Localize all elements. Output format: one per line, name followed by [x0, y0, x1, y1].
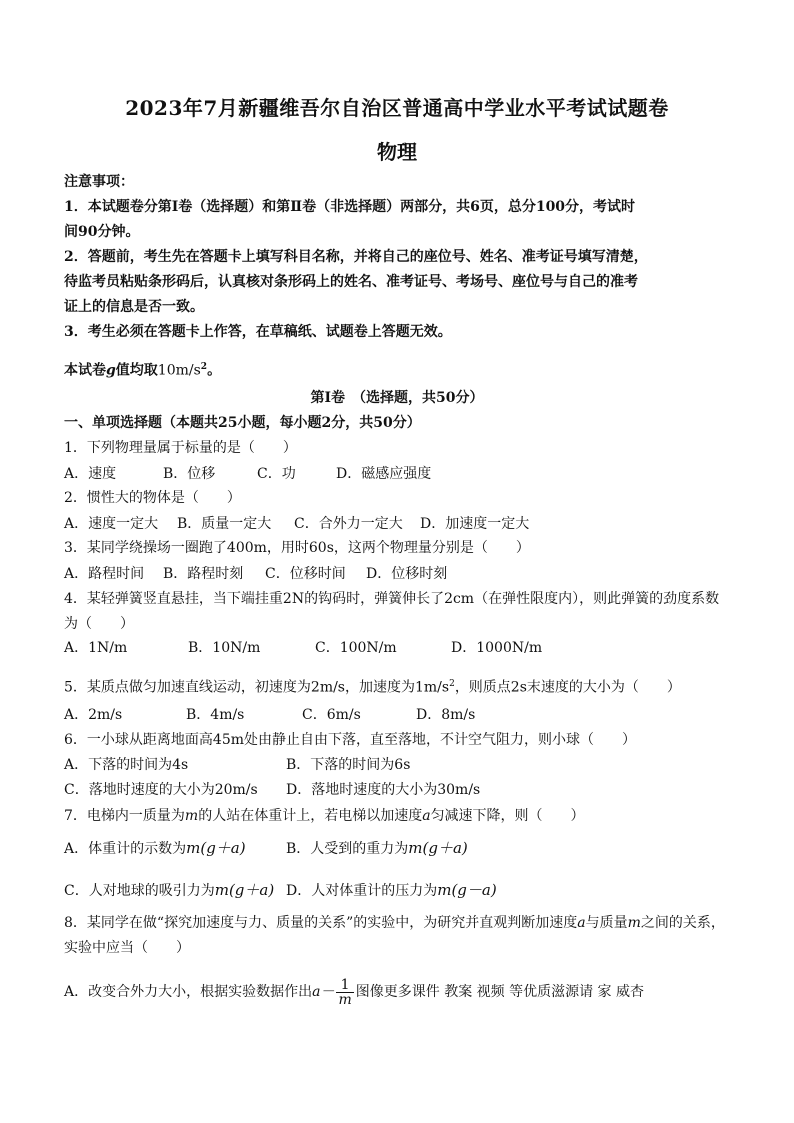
question-8-option-a [64, 977, 644, 1007]
question-7-option-a [64, 838, 246, 859]
question-1-option-d: D．磁感应强度 [336, 466, 432, 482]
question-4-option-c: C．100N/m [315, 640, 397, 656]
question-8-stem-a3: 之间的关系， [640, 915, 725, 931]
question-8-option-a-pre: A．改变合外力大小，根据实验数据作出 [64, 984, 313, 1000]
question-7-stem-post: 匀减速下降，则（ ） [430, 808, 585, 824]
gravity-note [64, 357, 744, 381]
question-7-option-c [64, 880, 274, 901]
question-7-stem-pre: 7．电梯内一质量为 [64, 808, 185, 824]
question-5-option-d: D．8m/s [416, 707, 476, 723]
question-3-stem: 3．某同学绕操场一圈跑了400m，用时60s，这两个物理量分别是（ ） [64, 540, 530, 556]
notice-item-2b: 待监考员粘贴条形码后，认真核对条形码上的姓名、准考证号、考场号、座位号与自己的准考 [64, 274, 638, 290]
question-6-option-c: C．落地时速度的大小为20m/s [64, 782, 258, 798]
question-8-stem-a2: 与质量 [585, 915, 628, 931]
question-8-stem-a1: 8．某同学在做“探究加速度与力、质量的关系”的实验中，为研究并直观判断加速度 [64, 915, 578, 931]
question-5-option-b: B．4m/s [186, 707, 245, 723]
question-4-option-d: D．1000N/m [451, 640, 543, 656]
question-7-stem [64, 806, 744, 826]
question-5-option-c: C．6m/s [302, 707, 361, 723]
question-3-option-b: B．路程时刻 [163, 566, 244, 582]
question-6-option-a: A．下落的时间为4s [64, 757, 189, 773]
question-4-stem-line-2: 为（ ） [64, 616, 134, 632]
subject-title: 物理 [377, 140, 417, 164]
question-5-stem-pre: 5．某质点做匀加速直线运动，初速度为2m/s，加速度为1m/s [64, 679, 450, 696]
notice-heading: 注意事项： [64, 174, 134, 190]
question-4-option-a: A．1N/m [64, 640, 128, 656]
question-7-option-b [286, 838, 468, 859]
question-5-option-a: A．2m/s [64, 707, 123, 723]
notice-item-3: 3．考生必须在答题卡上作答，在草稿纸、试题卷上答题无效。 [64, 324, 452, 340]
question-5-exponent: 2 [449, 679, 455, 689]
notice-item-1a: 1．本试题卷分第Ⅰ卷（选择题）和第Ⅱ卷（非选择题）两部分，共6页，总分100分，考试时 [64, 199, 636, 215]
gravity-symbol: g [106, 362, 116, 379]
question-8-option-a-post: 图像更多课件 教案 视频 等优质滋源请 家 威杏 [355, 984, 644, 1000]
gravity-exponent: 2 [200, 362, 208, 372]
question-7-option-b-math: m(g＋a) [408, 839, 468, 857]
question-7-option-a-text: A．体重计的示数为 [64, 841, 187, 857]
question-7-option-d [286, 880, 497, 901]
section-title: 第Ⅰ卷 （选择题，共50分） [310, 390, 484, 406]
question-8-stem-line-1 [64, 913, 744, 933]
question-6-option-d: D．落地时速度的大小为30m/s [286, 782, 481, 798]
gravity-note-mid: 值均取 [115, 362, 158, 379]
notice-item-2c: 证上的信息是否一致。 [64, 299, 204, 315]
question-7-option-c-text: C．人对地球的吸引力为 [64, 883, 215, 899]
question-7-mass-symbol: m [184, 808, 199, 824]
question-6-stem: 6．一小球从距离地面高45m处由静止自由下落，直至落地，不计空气阻力，则小球（ ） [64, 732, 636, 748]
fraction-numerator: 1 [336, 978, 353, 993]
fraction-denominator: m [338, 991, 352, 1008]
question-1-option-c: C．功 [257, 466, 296, 482]
part-title: 一、单项选择题（本题共25小题，每小题2分，共50分） [64, 415, 421, 431]
notice-item-1b: 间90分钟。 [64, 224, 140, 240]
question-7-stem-mid: 的人站在体重计上，若电梯以加速度 [198, 808, 423, 824]
question-3-option-d: D．位移时刻 [366, 566, 448, 582]
question-2-option-a: A．速度一定大 [64, 516, 159, 532]
question-1-stem: 1．下列物理量属于标量的是（ ） [64, 440, 297, 456]
question-3-option-a: A．路程时间 [64, 566, 145, 582]
exam-title: 2023年7月新疆维吾尔自治区普通高中学业水平考试试题卷 [125, 96, 669, 120]
question-7-option-d-text: D．人对体重计的压力为 [286, 883, 438, 899]
question-8-stem-line-2: 实验中应当（ ） [64, 940, 190, 956]
gravity-note-prefix: 本试卷 [64, 362, 106, 379]
question-3-option-c: C．位移时间 [265, 566, 346, 582]
question-1-option-b: B．位移 [163, 466, 216, 482]
question-7-option-a-math: m(g＋a) [186, 839, 246, 857]
gravity-note-end: 。 [207, 362, 222, 379]
question-1-option-a: A．速度 [64, 466, 117, 482]
question-7-option-d-math: m(g－a) [437, 881, 497, 899]
question-7-option-c-math: m(g＋a) [214, 881, 275, 899]
fraction-one-over-m [336, 978, 353, 1007]
question-4-option-b: B．10N/m [188, 640, 261, 656]
question-4-stem-line-1: 4．某轻弹簧竖直悬挂，当下端挂重2N的钩码时，弹簧伸长了2cm（在弹性限度内），则此弹簧的劲度系数 [64, 591, 720, 607]
gravity-value: 10m/s [157, 362, 201, 379]
question-8-mass-symbol: m [627, 915, 641, 931]
question-7-accel-symbol: a [422, 808, 431, 824]
question-2-option-b: B．质量一定大 [177, 516, 272, 532]
question-8-accel-symbol: a [577, 915, 586, 931]
question-5-stem-post: ，则质点2s末速度的大小为（ ） [454, 679, 681, 696]
question-2-option-d: D．加速度一定大 [420, 516, 530, 532]
question-2-stem: 2．惯性大的物体是（ ） [64, 490, 241, 506]
notice-item-2a: 2．答题前，考生先在答题卡上填写科目名称，并将自己的座位号、姓名、准考证号填写清楚， [64, 249, 648, 265]
question-8-option-a-var: a－ [312, 984, 335, 1000]
question-6-option-b: B．下落的时间为6s [286, 757, 411, 773]
question-2-option-c: C．合外力一定大 [294, 516, 403, 532]
question-7-option-b-text: B．人受到的重力为 [286, 841, 409, 857]
question-5-stem [64, 674, 744, 698]
